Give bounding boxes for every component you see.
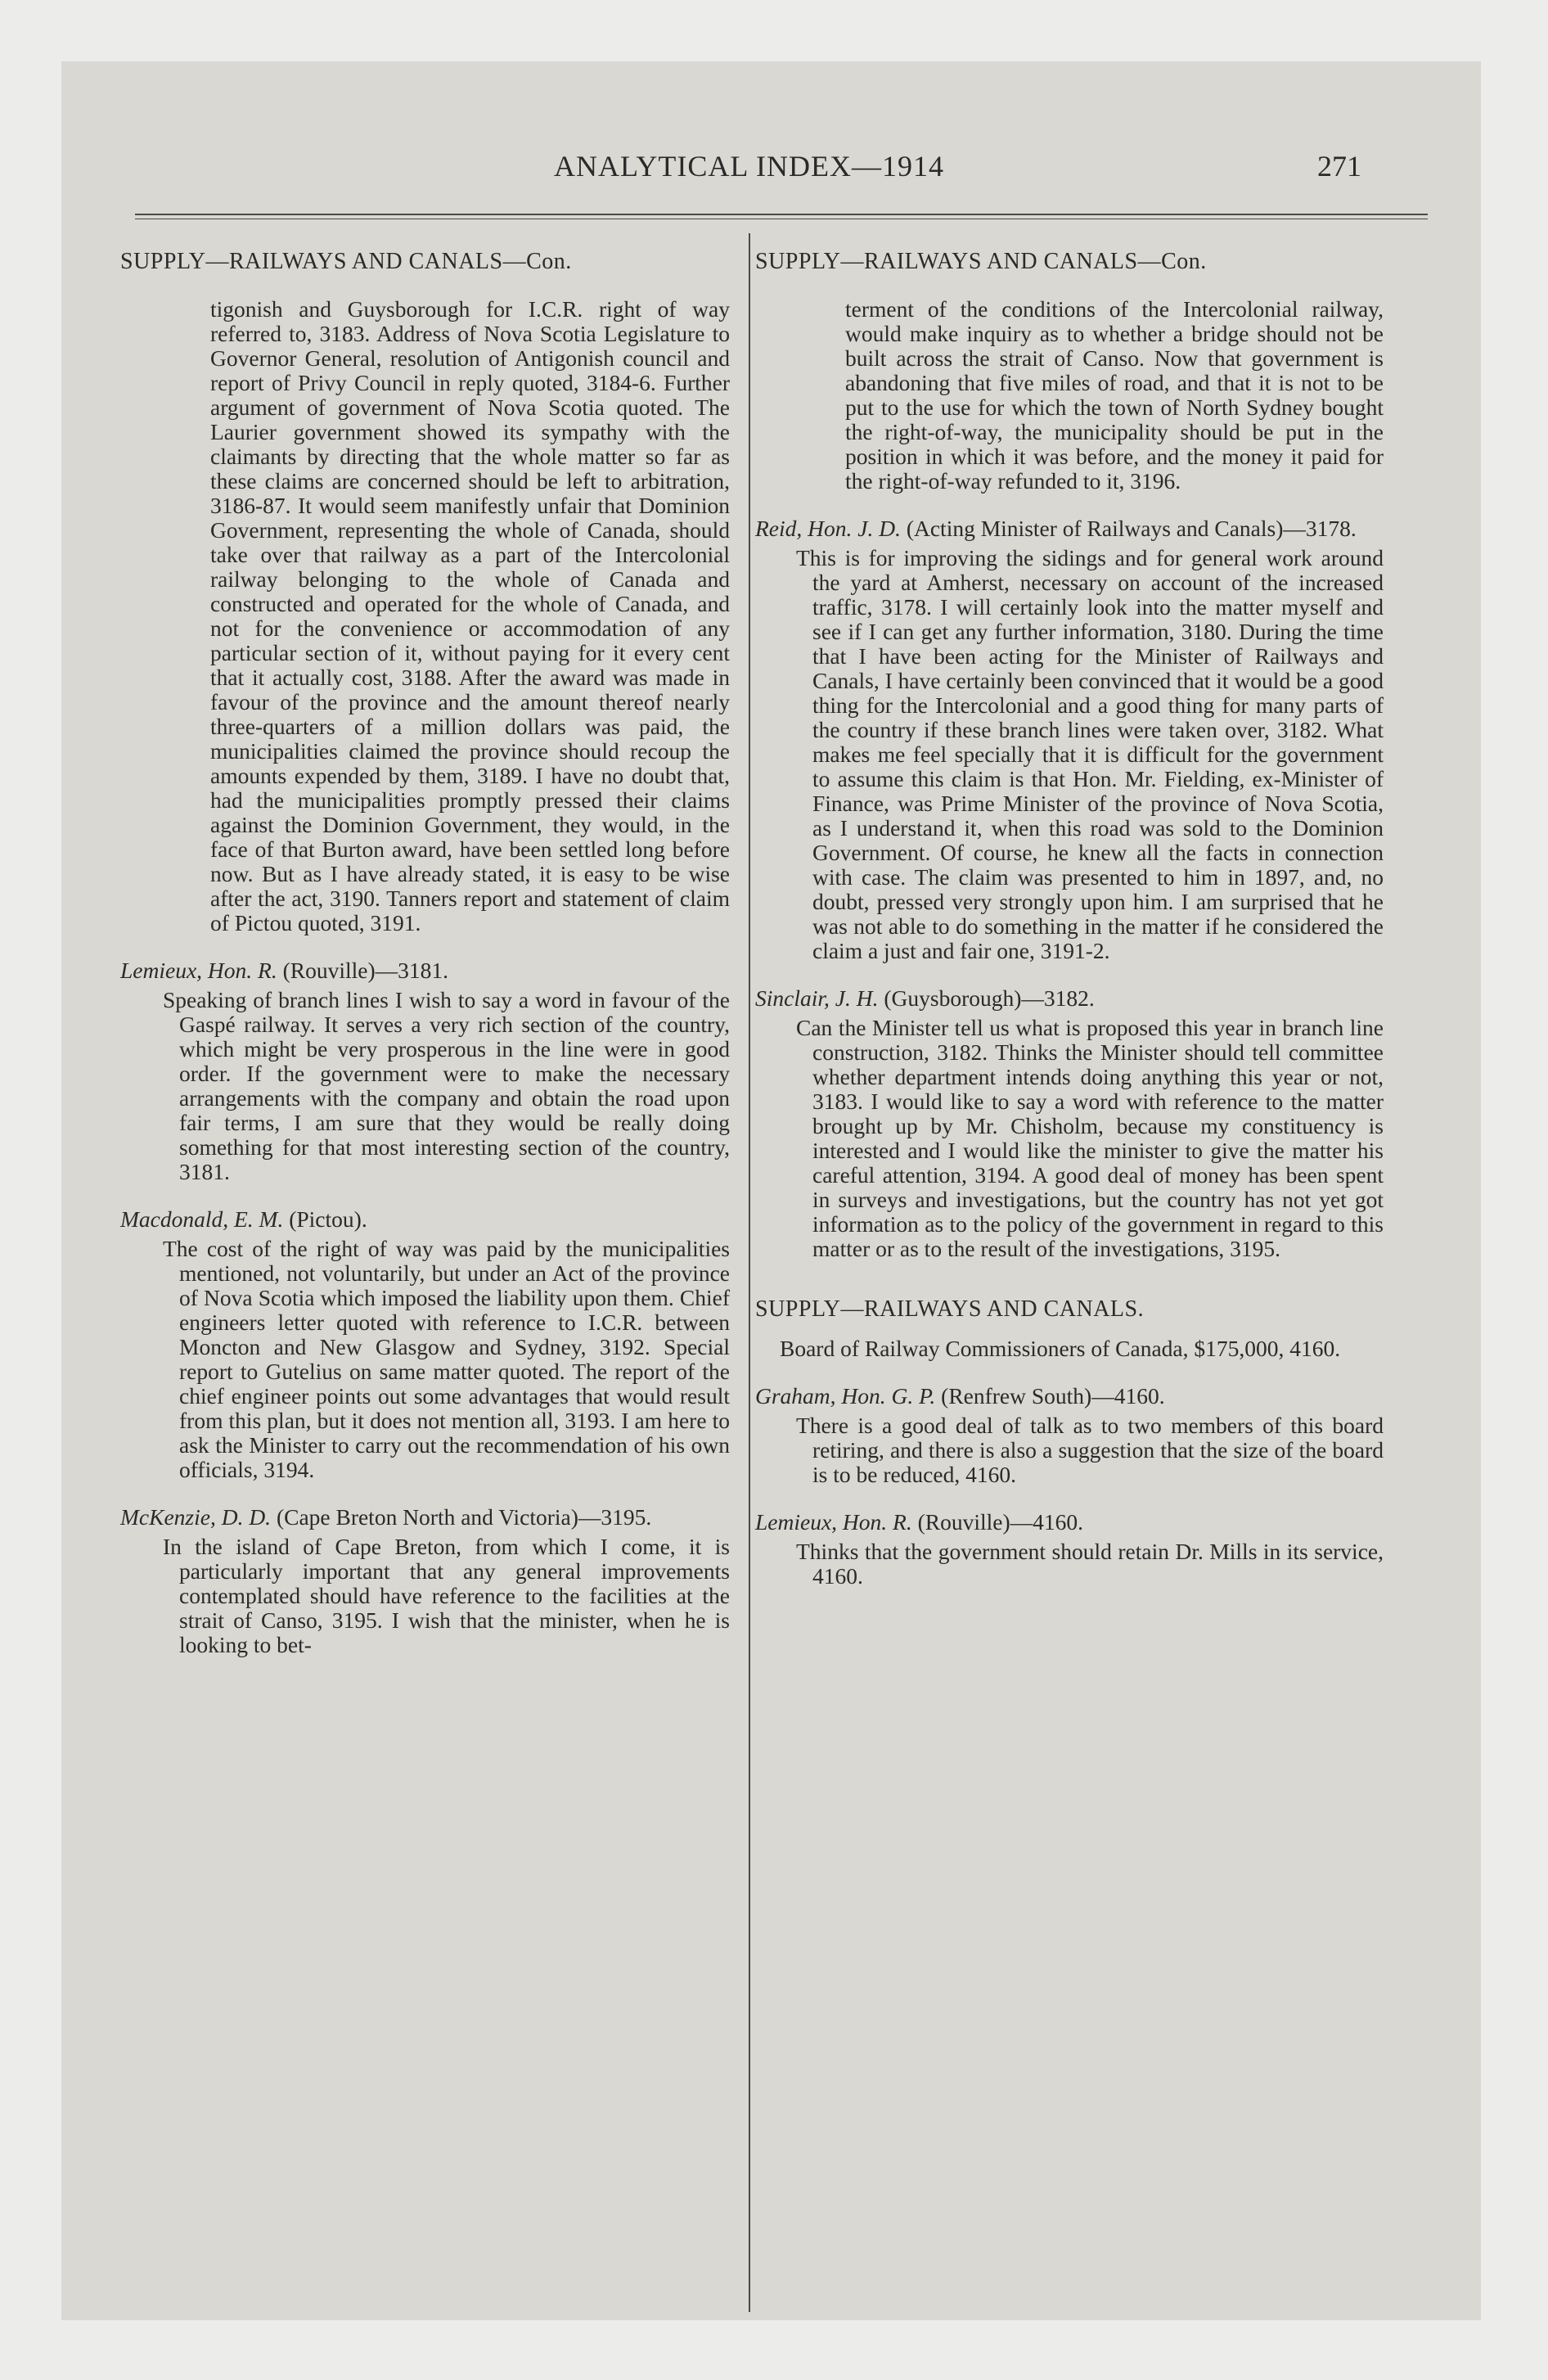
index-entry: Board of Railway Commissioners of Canada, $175,000, 4160.	[780, 1336, 1341, 1361]
speaker-riding: (Acting Minister of Railways and Canals)—3178.	[906, 516, 1357, 541]
continuation-paragraph: tigonish and Guysborough for I.C.R. right of way referred to, 3183. Address of Nova Scotia Legislature to Governor General, resolution of Antigonish council and report of Privy Council in reply quoted, 3184-6. Further argument of government of Nova Scotia quoted. The Laurier government showed its sympathy with the claimants by directing that the whole matter so far as these claims are concerned should be left to arbitration, 3186-87. It would seem manifestly unfair that Dominion Government, representing the whole of Canada, should take over that railway as a part of the Intercolonial railway belonging to the whole of Canada and constructed and operated for the whole of Canada, and not for the convenience or accommodation of any particular section of it, without paying for it every cent that it actually cost, 3188. After the award was made in favour of the province and the amount thereof nearly three-quarters of a million dollars was paid, the municipalities claimed the province should recoup the amounts expended by them, 3189. I have no doubt that, had the municipalities promptly pressed their claims against the Dominion Government, they would, in the face of that Burton award, have been settled long before now. But as I have already stated, it is easy to be wise after the act, 3190. Tanners report and statement of claim of Pictou quoted, 3191.	[210, 296, 730, 935]
speaker-riding: (Rouville)—4160.	[917, 1509, 1083, 1535]
column-heading: SUPPLY—RAILWAYS AND CANALS—Con.	[755, 249, 1207, 274]
speaker-name: Reid, Hon. J. D.	[755, 516, 901, 541]
book-page	[61, 61, 1481, 2320]
speaker-riding: (Guysborough)—3182.	[884, 985, 1095, 1011]
header-rule	[135, 214, 1428, 215]
speaker-line	[120, 958, 730, 983]
running-head: ANALYTICAL INDEX—1914	[554, 150, 944, 183]
speech-summary: The cost of the right of way was paid by the municipalities mentioned, not voluntarily, but under an Act of the province of Nova Scotia which imposed the liability upon them. Chief engineers letter quoted with reference to I.C.R. between Moncton and New Glasgow and Sydney, 3192. Special report to Gutelius on same matter quoted. The report of the chief engineer points out some advantages that would result from this plan, but it does not mention all, 3193. I am here to ask the Minister to carry out the recommendation of his own officials, 3194.	[163, 1236, 730, 1482]
page-header	[61, 149, 1481, 198]
speaker-line	[755, 986, 1384, 1011]
column-heading: SUPPLY—RAILWAYS AND CANALS—Con.	[120, 249, 572, 274]
speaker-name: McKenzie, D. D.	[120, 1504, 272, 1530]
left-column	[120, 250, 730, 1657]
speaker-line	[120, 1505, 730, 1530]
continuation-paragraph: terment of the conditions of the Intercolonial railway, would make inquiry as to whether a bridge should not be built across the strait of Canso. Now that government is abandoning that five miles of road, and that it is not to be put to the use for which the town of North Sydney bought the right-of-way, the municipality should be put in the position in which it was before, and the money it paid for the right-of-way refunded to it, 3196.	[845, 296, 1384, 494]
speaker-riding: (Pictou).	[289, 1206, 367, 1232]
speaker-line	[120, 1207, 730, 1232]
section-heading: SUPPLY—RAILWAYS AND CANALS.	[755, 1296, 1145, 1322]
speech-summary: Can the Minister tell us what is proposed this year in branch line construction, 3182. Thinks the Minister should tell committee whether department intends doing anything this year or not, 3183. I would like to say a word with reference to the matter brought up by Mr. Chisholm, because my constituency is interested and I would like the minister to give the matter his careful attention, 3194. A good deal of money has been spent in surveys and investigations, but the country has not yet got information as to the policy of the government in regard to this matter or as to the result of the investigations, 3195.	[796, 1015, 1384, 1261]
speech-summary: Speaking of branch lines I wish to say a word in favour of the Gaspé railway. It serves a very rich section of the country, which might be very prosperous in the line were in good order. If the government were to make the necessary arrangements with the company and obtain the road upon fair terms, I am sure that they would be really doing something for that most interesting section of the country, 3181.	[163, 987, 730, 1184]
speech-summary: This is for improving the sidings and for general work around the yard at Amherst, necessary on account of the increased traffic, 3178. I will certainly look into the matter myself and see if I can get any further information, 3180. During the time that I have been acting for the Minister of Railways and Canals, I have certainly been convinced that it would be a good thing for the Intercolonial and a good thing for many parts of the country if these branch lines were taken over, 3182. What makes me feel specially that it is difficult for the government to assume this claim is that Hon. Mr. Fielding, ex-Minister of Finance, was Prime Minister of the province of Nova Scotia, as I understand it, when this road was sold to the Dominion Government. Of course, he knew all the facts in connection with case. The claim was presented to him in 1897, and, no doubt, pressed very strongly upon him. I am surprised that he was not able to do something in the matter if he considered the claim a just and fair one, 3191-2.	[796, 545, 1384, 963]
speaker-name: Lemieux, Hon. R.	[120, 958, 277, 983]
speech-summary: Thinks that the government should retain Dr. Mills in its service, 4160.	[796, 1539, 1384, 1589]
speaker-riding: (Renfrew South)—4160.	[941, 1383, 1165, 1409]
speaker-name: Sinclair, J. H.	[755, 985, 879, 1011]
speaker-name: Graham, Hon. G. P.	[755, 1383, 936, 1409]
speaker-name: Macdonald, E. M.	[120, 1206, 284, 1232]
speaker-name: Lemieux, Hon. R.	[755, 1509, 912, 1535]
speaker-riding: (Rouville)—3181.	[282, 958, 448, 983]
right-column	[755, 250, 1384, 1589]
page-number: 271	[1317, 150, 1361, 183]
speech-summary: In the island of Cape Breton, from which I come, it is particularly important that any general improvements contemplated should have reference to the facilities at the strait of Canso, 3195. I wish that the minister, when he is looking to bet-	[163, 1534, 730, 1657]
speaker-line	[755, 516, 1384, 541]
speaker-line	[755, 1384, 1384, 1409]
speaker-line	[755, 1510, 1384, 1535]
speech-summary: There is a good deal of talk as to two members of this board retiring, and there is also a suggestion that the size of the board is to be reduced, 4160.	[796, 1413, 1384, 1487]
speaker-riding: (Cape Breton North and Victoria)—3195.	[276, 1504, 652, 1530]
column-divider	[749, 233, 750, 2312]
